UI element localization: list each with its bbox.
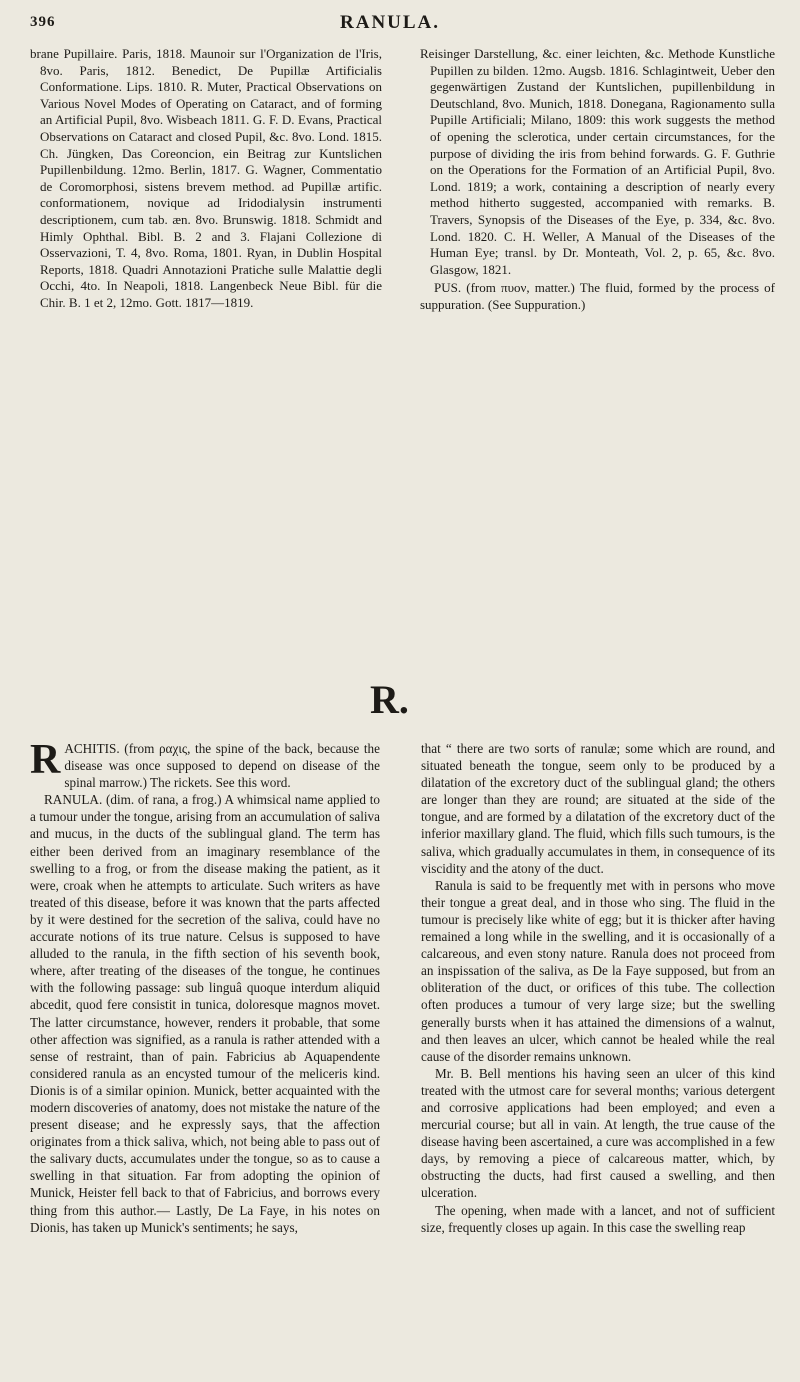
ranula-paragraph-2: Ranula is said to be frequently met with in persons who move their tongue a great deal, and in those who sing. The fluid in the tumour is precisely like white of egg; but it is thicker after having remained a long while in the swelling, and it is occasionally of a calcareous, and even stony nature. Ranula does not proceed from an inspissation of the saliva, as De la Faye supposed, but from an obliteration of the duct, or orifices of this tube. The collection often produces a tumour of very large size; but the swelling generally bursts when it has attained the dimensions of a walnut, and then leaves an ulcer, which cannot be healed while the real cause of the disorder remains unknown. bbox=[421, 877, 775, 1064]
reference-list-left: brane Pupillaire. Paris, 1818. Maunoir sur l'Organization de l'Iris, 8vo. Paris, 1812. Benedict, De Pupillæ Artificialis Conformatione. Lips. 1810. R. Muter, Practical Observations on Various Novel Modes of Operating on Cataract, and of forming an Artificial Pupil, 8vo. Wisbeach 1811. G. F. D. Evans, Practical Observations on Cataract and closed Pupil, &c. 8vo. Lond. 1815. Ch. Jüngken, Das Coreoncion, ein Beitrag zur Kuntslichen Pupillenbildung. 12mo. Berlin, 1817. G. Wagner, Commentatio de Coromorphosi, sistens brevem method. ad Pupillæ artific. conformationem, novique ad Iridodialysin instrumenti descriptionem, cum tab. æn. 8vo. Brunswig. 1818. Schmidt and Himly Ophthal. Bibl. B. 2 and 3. Flajani Collezione di Osservazioni, T. 4, 8vo. Roma, 1801. Ryan, in Dublin Hospital Reports, 1818. Quadri Annotazioni Pratiche sulle Malattie degli Occhi, 4to. In Neapoli, 1818. Langenbeck Neue Bibl. für die Chir. B. 1 et 2, 12mo. Gott. 1817—1819. bbox=[30, 46, 382, 310]
ranula-continued: that “ there are two sorts of ranulæ; some which are round, and situated beneath the tongue, seem only to be produced by a dilatation of the excretory duct of the sublingual gland; the others are longer than they are round; are situated at the side of the tongue, and are formed by a dilatation of the excretory duct of the inferior maxillary gland. The fluid, which fills such tumours, is the saliva, which gradually accumulates in them, in consequence of its viscidity and the atony of the duct. bbox=[421, 741, 775, 876]
references-left-column bbox=[30, 46, 382, 312]
running-title: RANULA. bbox=[340, 12, 441, 33]
pus-entry: PUS. (from πυον, matter.) The fluid, formed by the process of suppuration. (See Suppuration.) bbox=[420, 280, 775, 312]
ranula-paragraph-3: Mr. B. Bell mentions his having seen an ulcer of this kind treated with the utmost care for several months; various detergent and corrosive applications had been employed; and even a mercurial course; but all in vain. At length, the true cause of the disease having been ascertained, a cure was accomplished in a few days, by removing a piece of calcareous matter, which, by obstructing the ducts, had first caused a swelling, and then ulceration. bbox=[421, 1065, 775, 1201]
reference-list-right: Reisinger Darstellung, &c. einer leichten, &c. Methode Kunstliche Pupillen zu bilden. 12mo. Augsb. 1816. Schlagintweit, Ueber den gegenwärtigen Zustand der Kuntslichen, pupillenbildung in Deutschland, 8vo. Munich, 1818. Donegana, Ragionamento sulla Pupille Artificiali; Milano, 1809: this work suggests the method of opening the sclerotica, under certain circumstances, for the purpose of dividing the iris from behind forwards. G. F. Guthrie on the Operations for the Formation of an Artificial Pupil, 8vo. Lond. 1819; a work, containing a description of nearly every method hitherto suggested, accompanied with remarks. B. Travers, Synopsis of the Diseases of the Eye, p. 334, &c. 8vo. Lond. 1820. C. H. Weller, A Manual of the Diseases of the Human Eye; transl. by Dr. Monteath, Vol. 2, p. 65, &c. 8vo. Glasgow, 1821. bbox=[420, 46, 775, 277]
body-right-column bbox=[421, 740, 775, 1236]
rachitis-entry bbox=[30, 737, 380, 791]
drop-cap: R bbox=[30, 737, 61, 783]
body-left-column bbox=[30, 737, 380, 1236]
section-letter: R. bbox=[370, 677, 409, 722]
rachitis-text: ACHITIS. (from ραχις, the spine of the back, because the disease was once supposed to depend on disease of the spinal marrow.) The rickets. See this word. bbox=[64, 741, 380, 791]
references-right-column bbox=[420, 46, 775, 314]
ranula-paragraph-4: The opening, when made with a lancet, and not of sufficient size, frequently closes up again. In this case the swelling reap bbox=[421, 1202, 775, 1235]
running-head bbox=[0, 12, 800, 38]
page-number: 396 bbox=[30, 14, 56, 30]
ranula-entry: RANULA. (dim. of rana, a frog.) A whimsical name applied to a tumour under the tongue, arising from an accumulation of saliva and mucus, in the ducts of the sublingual gland. The term has either been derived from an imaginary resemblance of the swelling to a frog, or from the disease making the patient, as it were, croak when he attempts to articulate. Such writers as have treated of this disease, before it was known that the parts affected by it were destined for the secretion of the saliva, could have no accurate notions of its true nature. Celsus is supposed to have alluded to the ranula, in the fifth section of his seventh book, where, after treating of the diseases of the tongue, he continues with the following passage: sub linguâ quoque interdum aliquid abcedit, quod fere consistit in tunica, doloresque magnos movet. The latter circumstance, however, renders it probable, that some other affection was signified, as a ranula is rather attended with a sense of restraint, than of pain. Fabricius ab Aquapendente considered ranula as an encysted tumour of the meliceris kind. Dionis is of a similar opinion. Munick, better acquainted with the modern discoveries of anatomy, does not mistake the nature of the present disease; and he expressly says, that the affection originates from a thick saliva, which, not being able to pass out of the salivary ducts, accumulates under the tongue, so as to cause a swelling in that situation. Far from adopting the opinion of Munick, Heister fell back to that of Fabricius, and borrows every thing from this author.— Lastly, De La Faye, in his notes on Dionis, has taken up Munick's sentiments; he says, bbox=[30, 792, 380, 1235]
